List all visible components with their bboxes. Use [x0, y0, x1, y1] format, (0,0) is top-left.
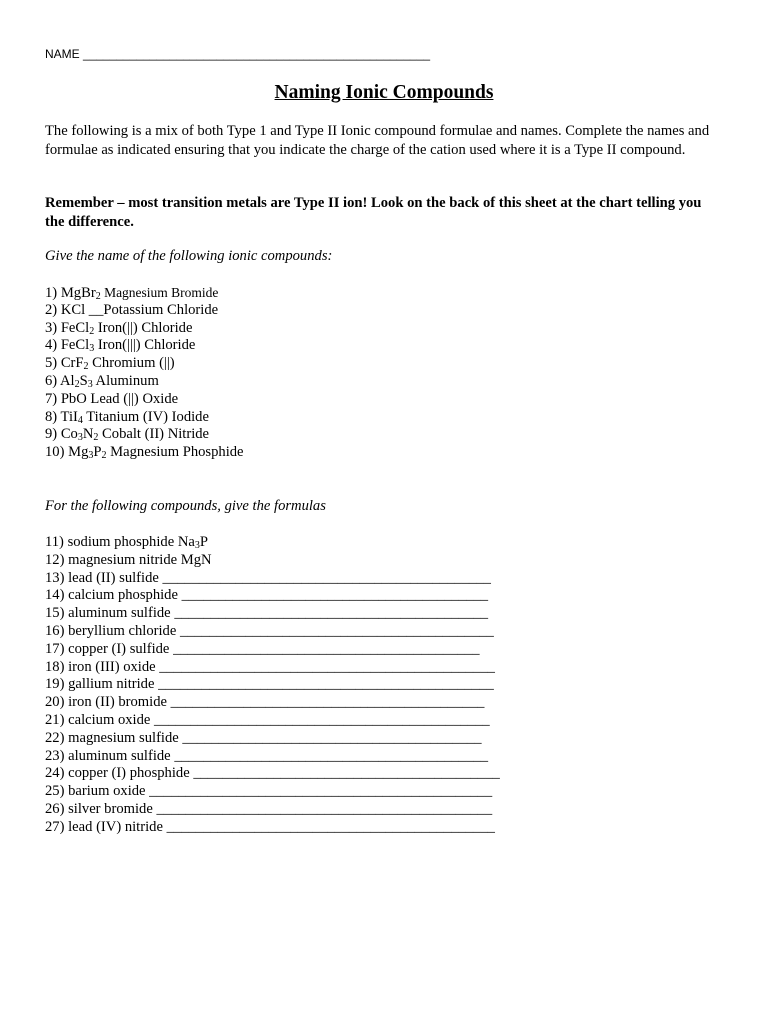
question-row — [45, 676, 500, 694]
formula-text: N — [82, 426, 94, 443]
formula-subscript: 2 — [95, 291, 101, 302]
question-row — [45, 444, 244, 462]
compound-name: magnesium sulfide — [68, 729, 179, 746]
formula — [61, 320, 94, 336]
answer-formula[interactable] — [174, 534, 208, 550]
question-row — [45, 355, 244, 373]
answer-blank[interactable]: ___________________________________________ — [167, 694, 485, 711]
formula — [61, 285, 101, 301]
formula — [61, 391, 87, 407]
compound-name: beryllium chloride — [68, 622, 177, 639]
answer-text[interactable]: Cobalt (II) Nitride — [98, 426, 210, 443]
answer-blank[interactable]: ___________________________________________ — [170, 747, 489, 764]
question-row — [45, 694, 500, 712]
compound-name: iron (III) oxide — [68, 658, 156, 675]
formula-text: KCl — [60, 301, 86, 318]
answer-blank[interactable]: ______________________________________________ — [154, 676, 494, 693]
question-row — [45, 819, 500, 837]
compound-name: sodium phosphide — [67, 534, 175, 550]
question-row — [45, 426, 244, 444]
answer-text[interactable]: Magnesium Phosphide — [106, 444, 244, 461]
question-row — [45, 605, 500, 623]
worksheet-title-row — [45, 82, 723, 104]
answer-text[interactable]: __Potassium Chloride — [85, 301, 219, 318]
section1-instruction: Give the name of the following ionic compounds: — [45, 248, 333, 264]
compound-name: barium oxide — [68, 783, 146, 800]
question-number: 25) — [45, 783, 69, 800]
answer-blank[interactable]: _________________________________________ — [178, 729, 482, 746]
question-number: 13) — [45, 569, 69, 586]
answer-blank[interactable]: _______________________________________________ — [145, 783, 493, 800]
question-number: 6) — [45, 372, 60, 389]
name-blank[interactable]: ____________________________________________________ — [83, 47, 431, 61]
formula-subscript: 4 — [77, 414, 83, 426]
question-number: 15) — [45, 605, 69, 622]
formula-subscript: 2 — [89, 325, 95, 337]
compound-name: silver bromide — [68, 800, 153, 817]
formula — [61, 426, 99, 442]
question-row — [45, 409, 244, 427]
formula-text: S — [79, 372, 88, 389]
question-number: 18) — [45, 658, 69, 675]
formula-text: P — [93, 444, 102, 461]
formula-subscript: 3 — [77, 432, 83, 444]
section2-list — [45, 534, 500, 837]
question-row — [45, 320, 244, 338]
formula-text: TiI — [60, 408, 78, 425]
question-number: 5) — [45, 355, 61, 372]
formula-subscript: 3 — [89, 343, 95, 355]
answer-text[interactable]: Iron(||) Chloride — [94, 319, 193, 336]
answer-blank[interactable]: ______________________________________________ — [155, 658, 495, 675]
question-row — [45, 712, 500, 730]
answer-text[interactable]: Magnesium Bromide — [100, 285, 219, 300]
question-number: 17) — [45, 640, 69, 657]
answer-text[interactable]: Iron(|||) Chloride — [94, 337, 196, 354]
answer-subscript: 3 — [194, 540, 200, 551]
compound-name: lead (IV) nitride — [68, 818, 163, 835]
remember-note: Remember – most transition metals are Type II ion! Look on the back of this sheet at the chart telling you the difference. — [45, 195, 702, 230]
answer-text: MgN — [177, 551, 212, 568]
answer-text[interactable]: Chromium (||) — [88, 355, 175, 372]
question-number: 10) — [45, 444, 69, 461]
formula — [61, 409, 83, 425]
formula-text: PbO — [60, 390, 87, 407]
formula-text: Al — [60, 372, 75, 389]
question-number: 7) — [45, 390, 61, 407]
question-number: 9) — [45, 426, 61, 443]
question-number: 14) — [45, 587, 69, 604]
question-number: 27) — [45, 818, 69, 835]
answer-text: P — [199, 534, 208, 550]
answer-text[interactable]: Aluminum — [92, 372, 159, 389]
compound-name: lead (II) sulfide — [68, 569, 159, 586]
answer-blank[interactable]: ___________________________________________ — [170, 605, 489, 622]
question-number: 1) — [45, 285, 61, 301]
question-row — [45, 391, 244, 409]
name-label: NAME — [45, 47, 80, 61]
answer-text: Na — [174, 534, 195, 550]
answer-blank[interactable]: _____________________________________________ — [162, 818, 495, 835]
answer-blank[interactable]: _____________________________________________ — [158, 569, 491, 586]
answer-text[interactable]: Titanium (IV) Iodide — [82, 408, 209, 425]
question-row — [45, 659, 500, 677]
formula-subscript: 2 — [83, 361, 89, 373]
compound-name: copper (I) phosphide — [68, 765, 190, 782]
compound-name: calcium phosphide — [68, 587, 178, 604]
formula — [61, 302, 85, 318]
answer-blank[interactable]: ______________________________________________ — [150, 711, 490, 728]
formula-text: MgBr — [60, 285, 96, 301]
question-row — [45, 552, 500, 570]
formula — [61, 355, 89, 371]
question-number: 3) — [45, 319, 61, 336]
answer-blank[interactable]: __________________________________________ — [189, 765, 500, 782]
formula-subscript: 3 — [87, 378, 93, 390]
question-row — [45, 337, 244, 355]
formula-subscript: 3 — [88, 450, 94, 462]
answer-text[interactable]: Lead (||) Oxide — [86, 390, 179, 407]
formula-subscript: 2 — [74, 378, 80, 390]
question-row — [45, 748, 500, 766]
formula — [68, 444, 106, 460]
formula-text: FeCl — [60, 337, 90, 354]
question-number: 24) — [45, 765, 69, 782]
question-row — [45, 534, 500, 552]
compound-name: calcium oxide — [68, 711, 151, 728]
compound-name: aluminum sulfide — [68, 747, 171, 764]
answer-blank[interactable]: ______________________________________________ — [152, 800, 493, 817]
answer-blank[interactable]: __________________________________________ — [169, 640, 480, 657]
question-number: 8) — [45, 408, 61, 425]
answer-blank[interactable]: ___________________________________________ — [176, 622, 494, 639]
formula-text: CrF — [60, 355, 84, 372]
answer-formula[interactable] — [177, 552, 211, 568]
question-row — [45, 284, 244, 302]
question-row — [45, 302, 244, 320]
formula-subscript: 2 — [93, 432, 99, 444]
formula-text: FeCl — [60, 319, 90, 336]
section2-instruction: For the following compounds, give the formulas — [45, 498, 326, 514]
formula — [61, 337, 94, 353]
question-row — [45, 623, 500, 641]
intro-paragraph: The following is a mix of both Type 1 and Type II Ionic compound formulae and names. Complete the names and formulae as indicated ensuring that you indicate the charge of the cation used where it is a Type II compound. — [45, 123, 710, 158]
question-row — [45, 730, 500, 748]
question-number: 26) — [45, 800, 69, 817]
question-number: 22) — [45, 729, 69, 746]
question-number: 21) — [45, 711, 69, 728]
question-row — [45, 570, 500, 588]
compound-name: copper (I) sulfide — [68, 640, 170, 657]
compound-name: aluminum sulfide — [68, 605, 171, 622]
compound-name: magnesium nitride — [68, 551, 178, 568]
question-number: 12) — [45, 551, 69, 568]
compound-name: iron (II) bromide — [68, 694, 167, 711]
worksheet-title: Naming Ionic Compounds — [274, 82, 494, 103]
compound-name: gallium nitride — [68, 676, 155, 693]
question-number: 2) — [45, 301, 61, 318]
question-row — [45, 765, 500, 783]
question-row — [45, 801, 500, 819]
question-row — [45, 641, 500, 659]
question-number: 23) — [45, 747, 69, 764]
formula-subscript: 2 — [101, 450, 107, 462]
question-number: 16) — [45, 622, 69, 639]
question-row — [45, 587, 500, 605]
question-number: 20) — [45, 694, 69, 711]
question-number: 19) — [45, 676, 69, 693]
formula — [60, 373, 93, 389]
name-line — [45, 47, 430, 61]
answer-blank[interactable]: __________________________________________ — [177, 587, 489, 604]
formula-text: Co — [60, 426, 78, 443]
formula-text: Mg — [68, 444, 89, 461]
section1-list — [45, 284, 244, 462]
question-number: 4) — [45, 337, 61, 354]
question-row — [45, 783, 500, 801]
question-row — [45, 373, 244, 391]
question-number: 11) — [45, 534, 68, 550]
